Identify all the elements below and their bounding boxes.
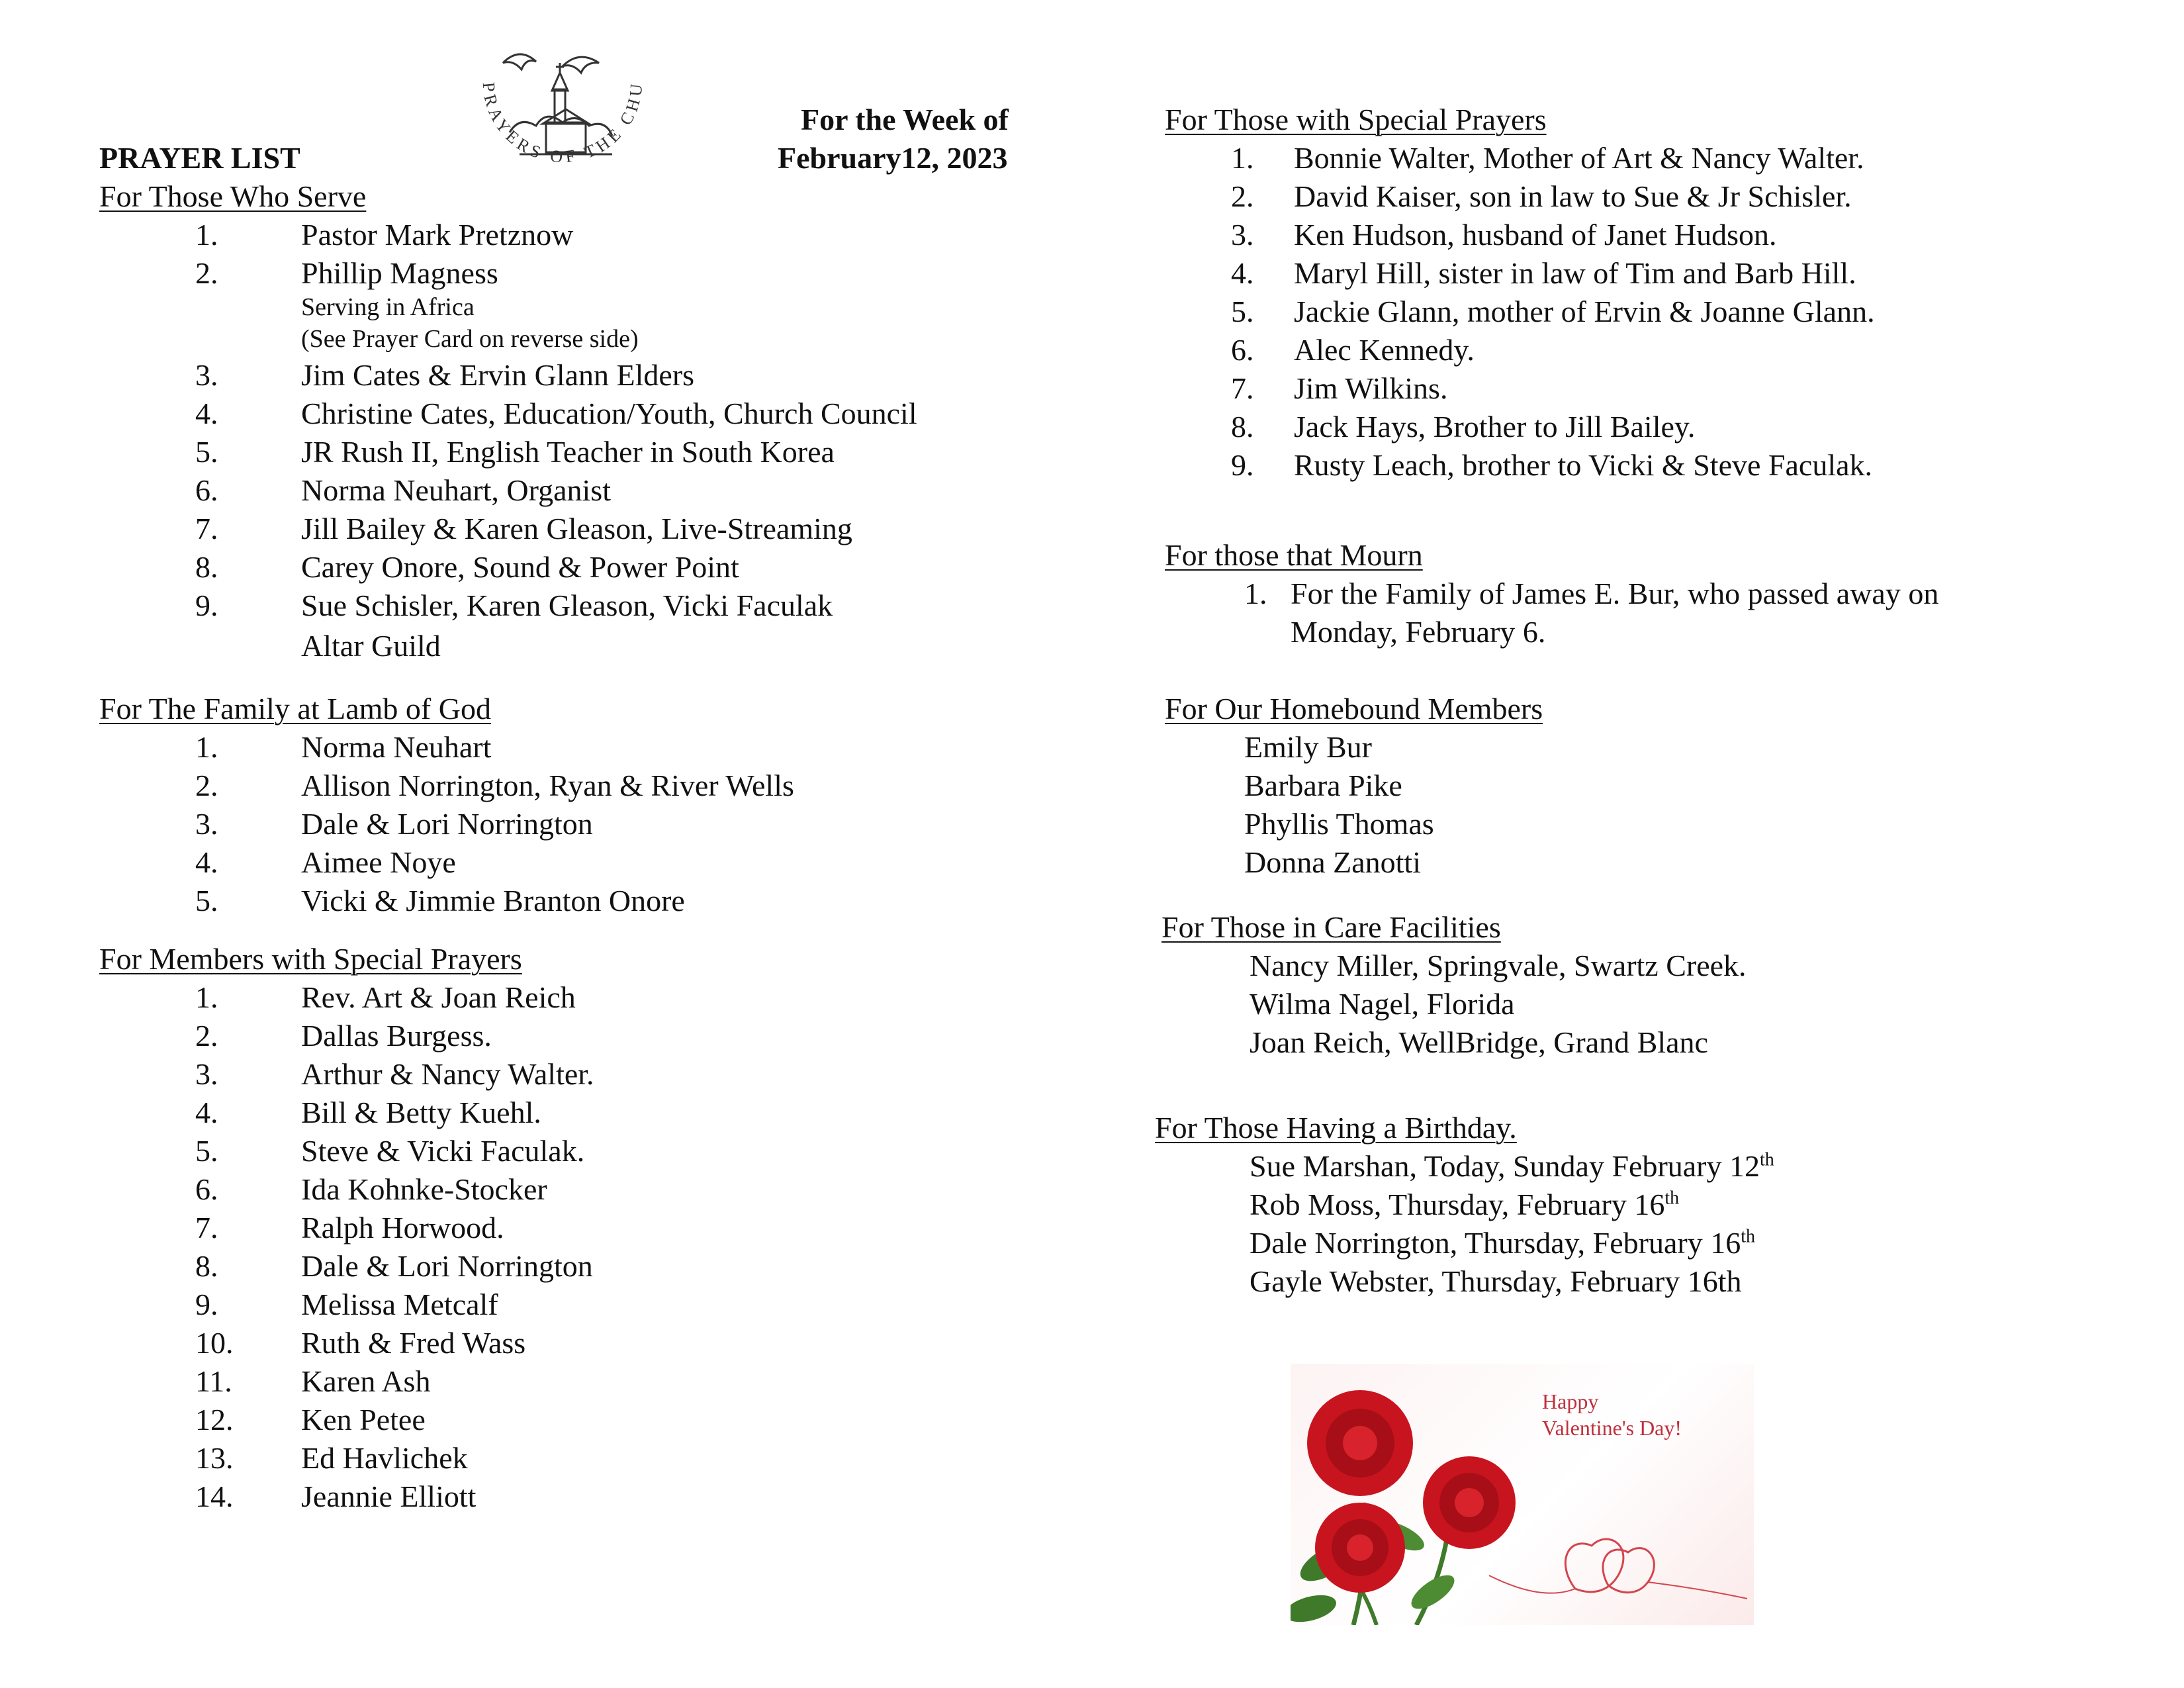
item-number: 12. <box>195 1403 234 1436</box>
item-number: 9. <box>195 588 218 622</box>
item-number: 5. <box>195 435 218 469</box>
item-text: Norma Neuhart, Organist <box>301 473 611 507</box>
heading-special-prayers: For Those with Special Prayers <box>1165 103 1547 136</box>
list-item <box>1250 1262 1741 1301</box>
item-text: Jack Hays, Brother to Jill Bailey. <box>1294 410 1696 444</box>
item-number: 5. <box>195 1134 218 1168</box>
item-number: 4. <box>195 1096 218 1129</box>
item-number: 9. <box>195 1288 218 1321</box>
item-number: 2. <box>1231 179 1254 213</box>
church-doves-logo-icon <box>463 43 662 189</box>
item-number: 13. <box>195 1441 234 1475</box>
item-number: 7. <box>195 1211 218 1244</box>
roses-hearts-illustration-icon <box>1291 1364 1754 1625</box>
item-number: 4. <box>1231 256 1254 290</box>
heading-family-lamb-of-god: For The Family at Lamb of God <box>99 692 491 726</box>
item-text: Rusty Leach, brother to Vicki & Steve Faculak. <box>1294 448 1873 482</box>
birthday-text: Gayle Webster, Thursday, February 16th <box>1250 1264 1742 1298</box>
item-text: JR Rush II, English Teacher in South Korea <box>301 435 835 469</box>
list-item: Barbara Pike <box>1244 769 1402 802</box>
item-number: 14. <box>195 1479 234 1513</box>
item-number: 2. <box>195 1019 218 1053</box>
list-item <box>1250 1147 1774 1186</box>
item-text: Rev. Art & Joan Reich <box>301 980 576 1014</box>
week-date: February12, 2023 <box>778 141 1008 175</box>
ordinal-suffix: th <box>1664 1188 1680 1209</box>
heading-birthdays: For Those Having a Birthday. <box>1155 1111 1517 1145</box>
item-number: 5. <box>195 884 218 917</box>
item-text: Ken Hudson, husband of Janet Hudson. <box>1294 218 1777 252</box>
item-text: Jackie Glann, mother of Ervin & Joanne Glann. <box>1294 295 1875 328</box>
item-number: 1. <box>195 730 218 764</box>
item-text: Melissa Metcalf <box>301 1288 498 1321</box>
birthday-text: Dale Norrington, Thursday, February 16 <box>1250 1226 1741 1260</box>
item-text: Aimee Noye <box>301 845 456 879</box>
item-text: Maryl Hill, sister in law of Tim and Barb Hill. <box>1294 256 1856 290</box>
item-text: Bill & Betty Kuehl. <box>301 1096 541 1129</box>
item-number: 5. <box>1231 295 1254 328</box>
serve-item2-note: Serving in Africa <box>301 293 475 321</box>
item-text: Jim Cates & Ervin Glann Elders <box>301 358 695 392</box>
item-number: 7. <box>195 512 218 545</box>
item-number: 3. <box>195 1057 218 1091</box>
item-text: Norma Neuhart <box>301 730 492 764</box>
item-number: 8. <box>195 1249 218 1283</box>
item-text: Dale & Lori Norrington <box>301 1249 593 1283</box>
item-text: Bonnie Walter, Mother of Art & Nancy Walter. <box>1294 141 1864 175</box>
item-number: 6. <box>195 1172 218 1206</box>
item-text: Arthur & Nancy Walter. <box>301 1057 594 1091</box>
mourn-text: Monday, February 6. <box>1291 615 1546 649</box>
item-number: 1. <box>195 980 218 1014</box>
item-text: Ida Kohnke-Stocker <box>301 1172 547 1206</box>
list-item: Nancy Miller, Springvale, Swartz Creek. <box>1250 949 1747 982</box>
item-number: 7. <box>1231 371 1254 405</box>
item-number: 3. <box>195 807 218 841</box>
item-text: David Kaiser, son in law to Sue & Jr Schisler. <box>1294 179 1852 213</box>
item-number: 1. <box>1231 141 1254 175</box>
item-text: Jeannie Elliott <box>301 1479 477 1513</box>
mourn-text: For the Family of James E. Bur, who passed away on <box>1291 577 1939 610</box>
item-text: Allison Norrington, Ryan & River Wells <box>301 769 794 802</box>
item-text: Ruth & Fred Wass <box>301 1326 526 1360</box>
item-text: Ed Havlichek <box>301 1441 468 1475</box>
item-text: Ralph Horwood. <box>301 1211 504 1244</box>
svg-text:PRAYERS OF THE CHURCH: PRAYERS OF THE CHU <box>478 79 647 167</box>
item-number: 9. <box>1231 448 1254 482</box>
item-number: 4. <box>195 845 218 879</box>
serve-item2-note: (See Prayer Card on reverse side) <box>301 325 639 353</box>
item-text: Jill Bailey & Karen Gleason, Live-Streaming <box>301 512 852 545</box>
list-item: Donna Zanotti <box>1244 845 1421 879</box>
item-number: 2. <box>195 256 218 290</box>
item-number: 3. <box>1231 218 1254 252</box>
ordinal-suffix: th <box>1760 1149 1774 1170</box>
birthday-text: Rob Moss, Thursday, February 16 <box>1250 1188 1665 1221</box>
heading-members-special-prayers: For Members with Special Prayers <box>99 942 522 976</box>
item-number: 11. <box>195 1364 232 1398</box>
heading-those-that-mourn: For those that Mourn <box>1165 538 1423 572</box>
item-text: Alec Kennedy. <box>1294 333 1475 367</box>
week-label: For the Week of <box>801 103 1009 136</box>
heading-care-facilities: For Those in Care Facilities <box>1161 910 1501 944</box>
heading-those-who-serve: For Those Who Serve <box>99 179 367 213</box>
item-number: 10. <box>195 1326 234 1360</box>
item-number: 6. <box>195 473 218 507</box>
item-text: Carey Onore, Sound & Power Point <box>301 550 739 584</box>
item-text: Karen Ash <box>301 1364 431 1398</box>
list-item <box>1250 1186 1679 1224</box>
item-text: Sue Schisler, Karen Gleason, Vicki Faculak <box>301 588 833 622</box>
serve-item9-continued: Altar Guild <box>301 629 441 663</box>
item-number: 4. <box>195 397 218 430</box>
item-text: Vicki & Jimmie Branton Onore <box>301 884 685 917</box>
list-item: Wilma Nagel, Florida <box>1250 987 1515 1021</box>
item-number: 6. <box>1231 333 1254 367</box>
greeting-line-2: Valentine's Day! <box>1542 1416 1682 1440</box>
item-number: 2. <box>195 769 218 802</box>
item-text: Christine Cates, Education/Youth, Church Council <box>301 397 917 430</box>
list-item <box>1250 1224 1755 1262</box>
list-item: Phyllis Thomas <box>1244 807 1434 841</box>
item-number: 8. <box>195 550 218 584</box>
item-text: Pastor Mark Pretznow <box>301 218 574 252</box>
birthday-text: Sue Marshan, Today, Sunday February 12 <box>1250 1149 1760 1183</box>
valentine-card-image <box>1291 1364 1754 1625</box>
ordinal-suffix: th <box>1741 1226 1756 1247</box>
list-item: Emily Bur <box>1244 730 1372 764</box>
mourn-number: 1. <box>1244 577 1267 610</box>
item-text: Ken Petee <box>301 1403 426 1436</box>
item-number: 1. <box>195 218 218 252</box>
item-text: Dallas Burgess. <box>301 1019 492 1053</box>
item-number: 3. <box>195 358 218 392</box>
greeting-line-1: Happy <box>1542 1389 1599 1413</box>
item-text: Dale & Lori Norrington <box>301 807 593 841</box>
church-logo <box>463 43 662 189</box>
item-number: 8. <box>1231 410 1254 444</box>
item-text: Steve & Vicki Faculak. <box>301 1134 585 1168</box>
item-text: Jim Wilkins. <box>1294 371 1448 405</box>
page-title: PRAYER LIST <box>99 141 300 175</box>
heading-homebound-members: For Our Homebound Members <box>1165 692 1543 726</box>
item-text: Phillip Magness <box>301 256 498 290</box>
list-item: Joan Reich, WellBridge, Grand Blanc <box>1250 1025 1708 1059</box>
